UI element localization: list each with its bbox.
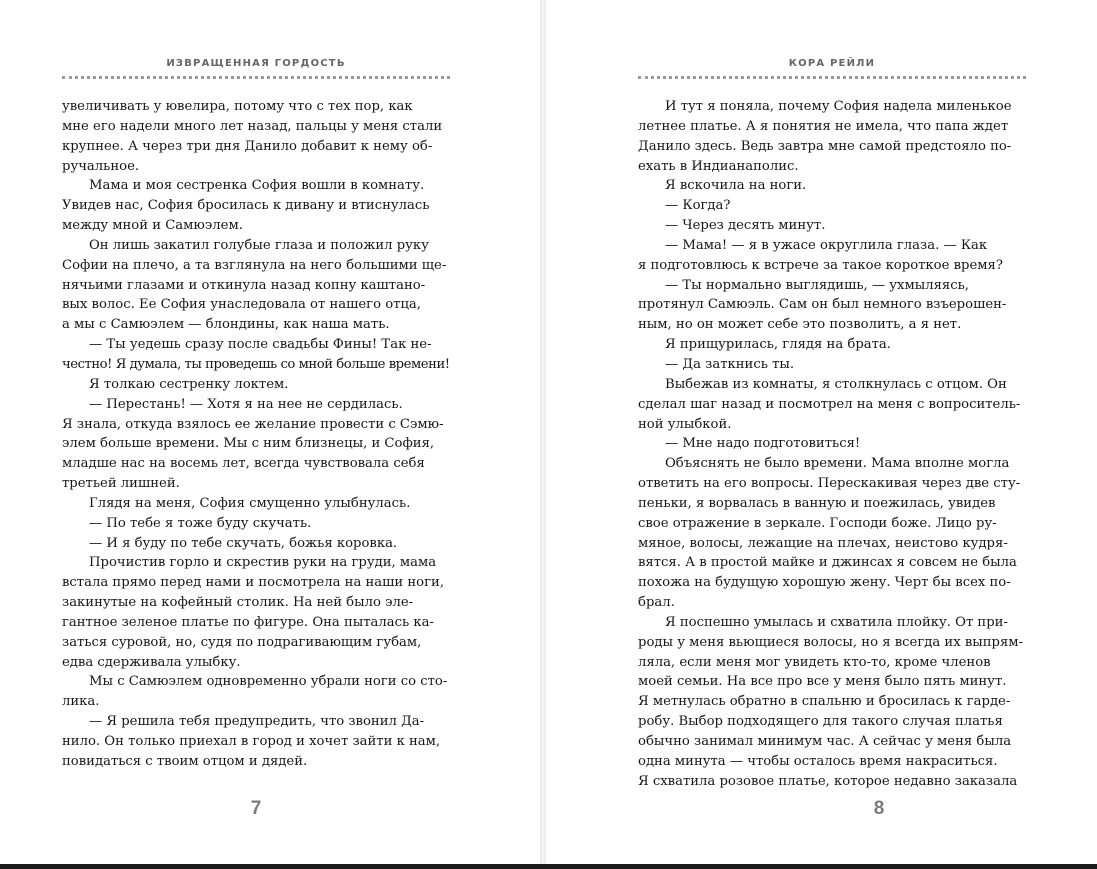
left-page	[0, 0, 540, 865]
text-line: элем больше времени. Мы с ним близнецы, и София,	[62, 436, 435, 452]
text-line: едва сдерживала улыбку.	[62, 654, 241, 670]
text-line: Мама и моя сестренка София вошли в комнату.	[89, 178, 425, 194]
text-line: пеньки, я ворвалась в ванную и поежилась, увидев	[638, 495, 996, 511]
text-line: Я прищурилась, глядя на брата.	[665, 337, 891, 353]
text-line: вых волос. Ее София унаследовала от нашего отца,	[62, 297, 421, 313]
text-line: — Через десять минут.	[665, 218, 826, 234]
text-line: Софии на плечо, а та взглянула на него большими ще-	[62, 257, 447, 273]
text-line: Я поспешно умылась и схватила плойку. От при-	[665, 614, 1008, 630]
text-line: роды у меня вьющиеся волосы, но я всегда их выпрям-	[638, 634, 1024, 650]
text-line: Объяснять не было времени. Мама вполне могла	[665, 456, 1010, 472]
running-head-book-title: ИЗВРАЩЕННАЯ ГОРДОСТЬ	[166, 58, 346, 69]
header-dotted-rule	[638, 76, 1026, 79]
text-line: Я метнулась обратно в спальню и бросилась к гарде-	[638, 694, 1011, 710]
text-line: Я толкаю сестренку локтем.	[89, 376, 289, 392]
text-line: ной улыбкой.	[638, 416, 732, 432]
text-line: вятся. А в простой майке и джинсах я совсем не была	[638, 555, 1017, 571]
text-line: Прочистив горло и скрестив руки на груди, мама	[89, 555, 437, 571]
text-line: моей семьи. На все про все у меня было пять минут.	[638, 674, 1007, 690]
page-number: 8	[873, 798, 885, 819]
text-line: ручальное.	[62, 158, 140, 174]
text-line: третьей лишней.	[62, 476, 180, 492]
text-line: летнее платье. А я понятия не имела, что папа ждет	[638, 118, 1009, 134]
text-line: а мы с Самюэлем — блондины, как наша мать.	[62, 317, 390, 333]
text-line: Мы с Самюэлем одновременно убрали ноги со сто-	[89, 674, 448, 690]
text-line: свое отражение в зеркале. Господи боже. Лицо ру-	[638, 515, 997, 531]
text-line: нячьими глазами и откинула назад копну каштано-	[62, 277, 426, 293]
text-line: встала прямо перед нами и посмотрела на наши ноги,	[62, 575, 445, 591]
header-dotted-rule	[62, 76, 450, 79]
text-line: — Ты уедешь сразу после свадьбы Фины! Так не-	[89, 337, 432, 353]
text-line: младше нас на восемь лет, всегда чувствовала себя	[62, 456, 425, 472]
text-line: Увидев нас, София бросилась к дивану и втиснулась	[62, 198, 430, 214]
text-line: похожа на будущую хорошую жену. Черт бы всех по-	[638, 575, 1011, 591]
text-line: ехать в Индианаполис.	[638, 158, 799, 174]
text-line: — Мама! — я в ужасе округлила глаза. — Как	[665, 237, 988, 253]
bottom-edge-line	[0, 864, 1097, 869]
right-page-text	[638, 97, 1026, 792]
text-line: одна минута — чтобы осталось время накраситься.	[638, 753, 998, 769]
text-line: Он лишь закатил голубые глаза и положил руку	[89, 237, 429, 253]
text-line: ляла, если меня мог увидеть кто-то, кроме членов	[638, 654, 991, 670]
text-line: честно! Я думала, ты проведешь со мной больше времени!	[62, 356, 450, 372]
page-number: 7	[250, 798, 262, 819]
text-line: повидаться с твоим отцом и дядей.	[62, 753, 308, 769]
text-line: мяное, волосы, лежащие на плечах, неистово кудря-	[638, 535, 1008, 551]
text-line: мне его надели много лет назад, пальцы у меня стали	[62, 118, 443, 134]
text-line: увеличивать у ювелира, потому что с тех пор, как	[62, 99, 413, 114]
text-line: — Перестань! — Хотя я на нее не сердилась.	[89, 396, 403, 412]
text-line: между мной и Самюэлем.	[62, 218, 243, 234]
text-line: протянул Самюэль. Сам он был немного взъерошен-	[638, 297, 1007, 313]
text-line: — Когда?	[665, 198, 731, 214]
text-line: обычно занимал минимум час. А сейчас у меня была	[638, 734, 1012, 749]
text-line: — Да заткнись ты.	[665, 356, 795, 372]
text-line: — По тебе я тоже буду скучать.	[89, 515, 312, 531]
text-line: ответить на его вопросы. Перескакивая через две сту-	[638, 476, 1021, 492]
text-line: И тут я поняла, почему София надела миленькое	[665, 99, 1012, 114]
text-line: нило. Он только приехал в город и хочет зайти к нам,	[62, 734, 441, 749]
text-line: я подготовлюсь к встрече за такое короткое время?	[638, 257, 1003, 273]
text-line: — Ты нормально выглядишь, — ухмыляясь,	[665, 277, 969, 293]
text-line: Выбежав из комнаты, я столкнулась с отцом. Он	[665, 376, 1007, 392]
text-line: Я знала, откуда взялось ее желание провести с Сэмю-	[62, 416, 444, 432]
left-page-text	[62, 97, 450, 772]
text-line: гантное зеленое платье по фигуре. Она пыталась ка-	[62, 614, 434, 630]
text-line: заться суровой, но, судя по подрагивающим губам,	[62, 634, 422, 650]
text-line: закинутые на кофейный столик. На ней было эле-	[62, 595, 414, 611]
running-head-author: КОРА РЕЙЛИ	[788, 58, 876, 69]
text-line: Я схватила розовое платье, которое недавно заказала	[638, 773, 1018, 789]
text-line: брал.	[638, 595, 675, 611]
text-line: ным, но он может себе это позволить, а я нет.	[638, 317, 962, 333]
text-line: Данило здесь. Ведь завтра мне самой предстояло по-	[638, 138, 1012, 154]
text-line: сделал шаг назад и посмотрел на меня с вопроситель-	[638, 396, 1021, 412]
text-line: робу. Выбор подходящего для такого случая платья	[638, 714, 1003, 730]
text-line: — Мне надо подготовиться!	[665, 436, 861, 452]
right-page	[546, 0, 1097, 865]
text-line: крупнее. А через три дня Данило добавит к нему об-	[62, 138, 433, 154]
text-line: Глядя на меня, София смущенно улыбнулась.	[89, 495, 411, 511]
text-line: — Я решила тебя предупредить, что звонил Да-	[89, 714, 425, 730]
text-line: — И я буду по тебе скучать, божья коровка.	[89, 535, 398, 551]
text-line: лика.	[62, 694, 100, 710]
text-line: Я вскочила на ноги.	[665, 178, 807, 194]
